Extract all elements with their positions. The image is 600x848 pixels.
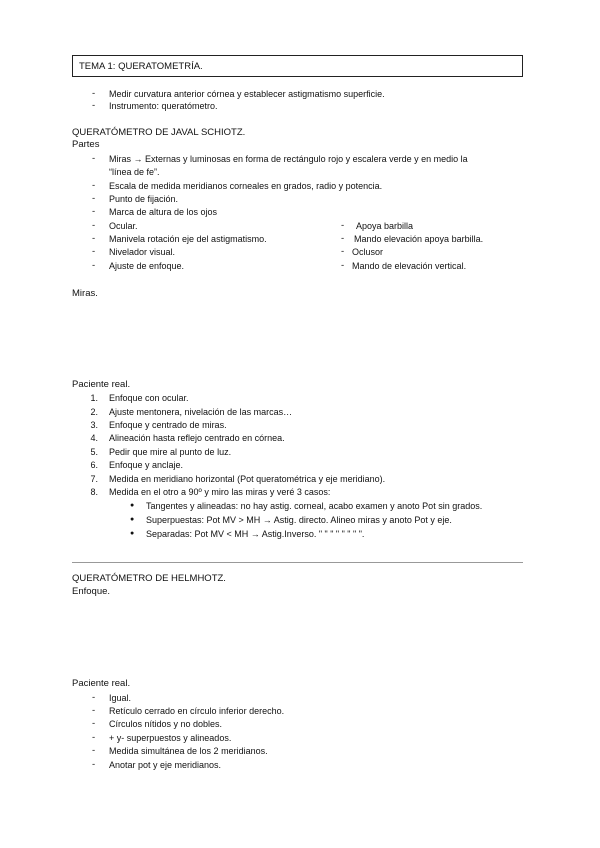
- parte-item: Nivelador visual.: [109, 247, 176, 257]
- section-heading-helmholtz: QUERATÓMETRO DE HELMHOTZ.: [72, 573, 226, 584]
- step-number: 3.: [90, 420, 98, 430]
- dash-bullet: -: [92, 745, 96, 756]
- step-number: 6.: [90, 460, 98, 470]
- helmholtz-item: Anotar pot y eje meridianos.: [109, 760, 222, 770]
- step-item: Enfoque con ocular.: [109, 393, 189, 403]
- step-item: Alineación hasta reflejo centrado en córnea.: [109, 433, 285, 443]
- paciente-real-label: Paciente real.: [72, 379, 131, 390]
- bullet-dot: ●: [130, 530, 135, 537]
- dash-bullet: -: [92, 233, 96, 244]
- dash-bullet: -: [92, 692, 96, 703]
- parte-item-right: Mando de elevación vertical.: [352, 261, 467, 271]
- step-number: 5.: [90, 447, 98, 457]
- intro-item: Medir curvatura anterior córnea y establecer astigmatismo superficie.: [109, 89, 385, 99]
- partes-label: Partes: [72, 139, 100, 150]
- parte-item-continuation: “línea de fe”.: [109, 167, 160, 177]
- case-item: Separadas: Pot MV < MH → Astig.Inverso. " " " " " " " ".: [146, 529, 365, 539]
- helmholtz-item: Igual.: [109, 693, 132, 703]
- parte-item: Manivela rotación eje del astigmatismo.: [109, 234, 267, 244]
- dash-bullet: -: [92, 100, 96, 111]
- intro-item: Instrumento: queratómetro.: [109, 101, 218, 111]
- dash-bullet: -: [92, 193, 96, 204]
- step-number: 2.: [90, 407, 98, 417]
- dash-bullet: -: [92, 206, 96, 217]
- page-title: TEMA 1: QUERATOMETRÍA.: [72, 55, 523, 77]
- dash-bullet: -: [92, 705, 96, 716]
- parte-item: Punto de fijación.: [109, 194, 179, 204]
- parte-item-right: Oclusor: [352, 247, 384, 257]
- step-item: Medida en el otro a 90º y miro las miras y veré 3 casos:: [109, 487, 331, 497]
- dash-bullet: -: [92, 88, 96, 99]
- section-divider: [72, 562, 523, 563]
- miras-label: Miras.: [72, 288, 98, 299]
- step-item: Enfoque y anclaje.: [109, 460, 184, 470]
- helmholtz-item: + y- superpuestos y alineados.: [109, 733, 232, 743]
- dash-bullet: -: [92, 732, 96, 743]
- dash-bullet: -: [341, 260, 345, 271]
- dash-bullet: -: [92, 180, 96, 191]
- dash-bullet: -: [341, 246, 345, 257]
- case-item: Tangentes y alineadas: no hay astig. corneal, acabo examen y anoto Pot sin grados.: [146, 501, 483, 511]
- section-heading-javal: QUERATÓMETRO DE JAVAL SCHIOTZ.: [72, 127, 246, 138]
- helmholtz-item: Círculos nítidos y no dobles.: [109, 719, 223, 729]
- enfoque-label: Enfoque.: [72, 586, 111, 597]
- paciente-real-label: Paciente real.: [72, 678, 131, 689]
- case-item: Superpuestas: Pot MV > MH → Astig. directo. Alineo miras y anoto Pot y eje.: [146, 515, 452, 525]
- step-item: Enfoque y centrado de miras.: [109, 420, 227, 430]
- step-number: 4.: [90, 433, 98, 443]
- bullet-dot: ●: [130, 502, 135, 509]
- dash-bullet: -: [92, 718, 96, 729]
- dash-bullet: -: [92, 220, 96, 231]
- dash-bullet: -: [92, 260, 96, 271]
- step-item: Medida en meridiano horizontal (Pot queratométrica y eje meridiano).: [109, 474, 386, 484]
- parte-item: Marca de altura de los ojos: [109, 207, 218, 217]
- step-item: Pedir que mire al punto de luz.: [109, 447, 232, 457]
- dash-bullet: -: [341, 233, 345, 244]
- step-number: 8.: [90, 487, 98, 497]
- parte-item: Ajuste de enfoque.: [109, 261, 185, 271]
- bullet-dot: ●: [130, 516, 135, 523]
- dash-bullet: -: [92, 153, 96, 164]
- helmholtz-item: Retículo cerrado en círculo inferior derecho.: [109, 706, 285, 716]
- parte-item: Escala de medida meridianos corneales en grados, radio y potencia.: [109, 181, 383, 191]
- step-number: 7.: [90, 474, 98, 484]
- dash-bullet: -: [92, 246, 96, 257]
- dash-bullet: -: [92, 759, 96, 770]
- step-item: Ajuste mentonera, nivelación de las marcas…: [109, 407, 293, 417]
- parte-item-right: Apoya barbilla: [356, 221, 414, 231]
- helmholtz-item: Medida simultánea de los 2 meridianos.: [109, 746, 268, 756]
- parte-item: Miras → Externas y luminosas en forma de rectángulo rojo y escalera verde y en medio la: [109, 154, 468, 164]
- parte-item: Ocular.: [109, 221, 138, 231]
- parte-item-right: Mando elevación apoya barbilla.: [354, 234, 484, 244]
- step-number: 1.: [90, 393, 98, 403]
- dash-bullet: -: [341, 220, 345, 231]
